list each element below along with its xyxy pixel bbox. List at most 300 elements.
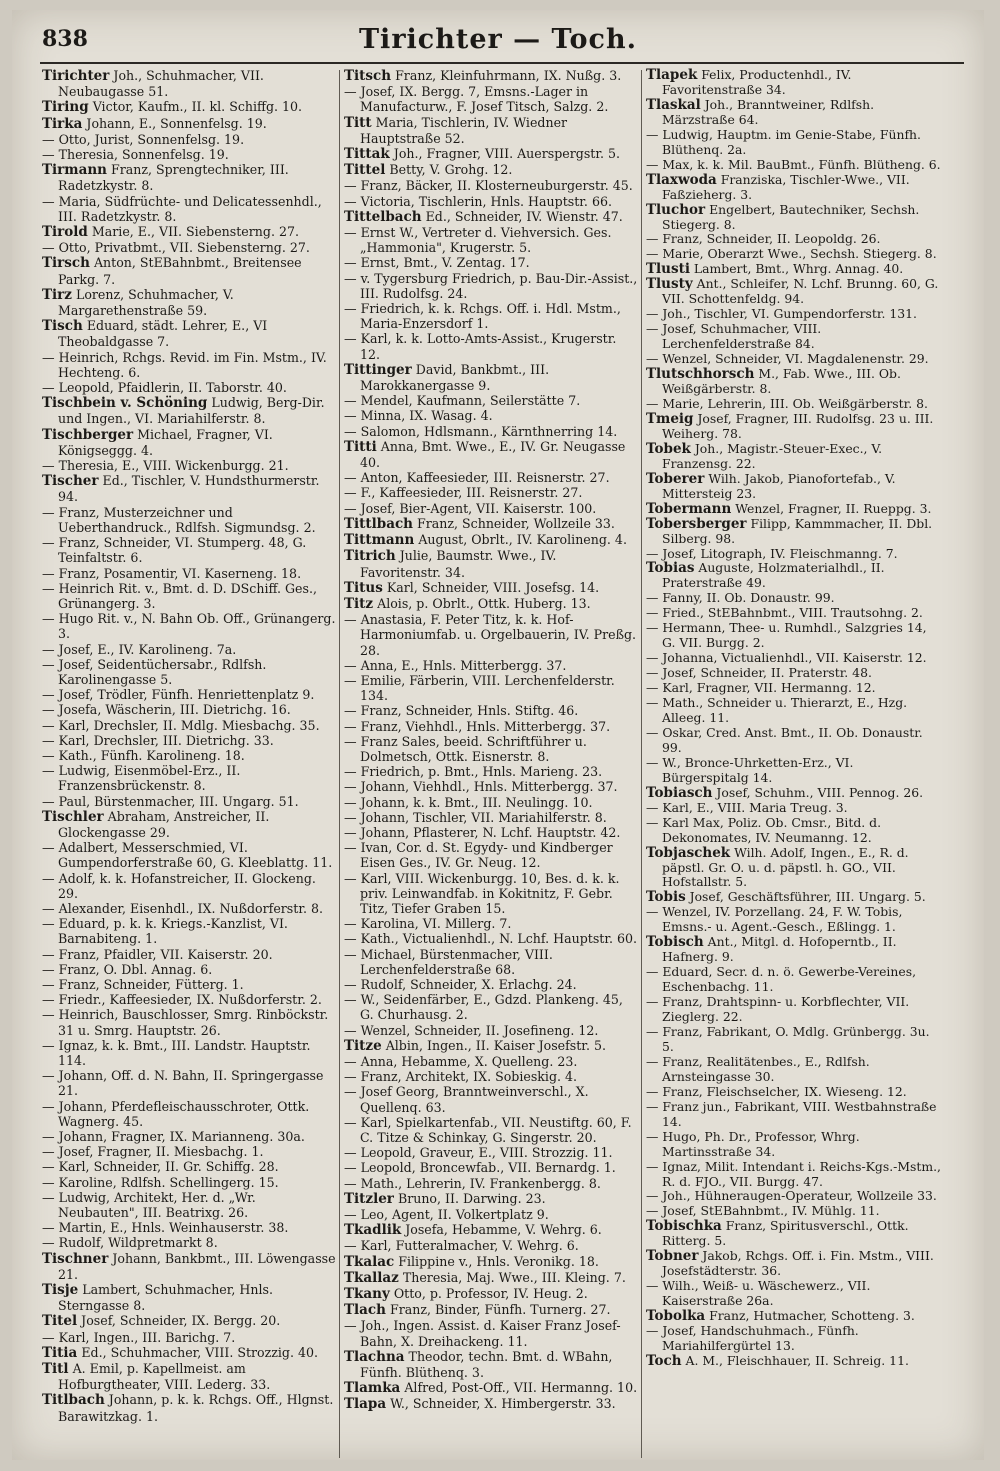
directory-entry <box>344 194 639 209</box>
entry-details: — Anastasia, F. Peter Titz, k. k. Hof-Harmoniumfab. u. Orgelbauerin, IV. Preßg. 28. <box>344 612 637 658</box>
entry-details: Theodor, techn. Bmt. d. WBahn, Fünfh. Blüthenq. 3. <box>360 1348 613 1381</box>
entry-details: Joh., Magistr.-Steuer-Exec., V. Franzensg. 22. <box>662 440 883 471</box>
entry-details: Josef, Schneider, IX. Bergg. 20. <box>81 1313 281 1329</box>
entry-details: — Heinrich Rit. v., Bmt. d. D. DSchiff. Ges., Grünangerg. 3. <box>42 580 317 611</box>
entry-details: — Josef, E., IV. Karolineng. 7a. <box>42 641 237 657</box>
entry-details: — Johann, Viehhdl., Hnls. Mitterbergg. 37. <box>344 779 618 795</box>
directory-entry <box>42 395 337 426</box>
entry-details: — Minna, IX. Wasag. 4. <box>344 408 493 424</box>
directory-entry <box>42 147 337 162</box>
directory-entry <box>42 642 337 657</box>
entry-details: — Josefa, Wäscherin, III. Dietrichg. 16. <box>42 702 291 718</box>
directory-entry <box>42 962 337 977</box>
entry-details: — W., Seidenfärber, E., Gdzd. Plankeng. 45, G. Churhausg. 2. <box>344 992 623 1023</box>
directory-entry <box>344 1396 639 1412</box>
entry-details: Josef, Geschäftsführer, III. Ungarg. 5. <box>689 889 926 905</box>
entry-details: Alois, p. Obrlt., Ottk. Huberg. 13. <box>377 595 591 611</box>
entry-details: — Wenzel, Schneider, II. Josefineng. 12. <box>344 1022 599 1038</box>
directory-entry <box>344 301 639 331</box>
entry-surname: Tittmann <box>344 532 415 549</box>
directory-entry <box>42 255 337 286</box>
directory-entry <box>646 995 941 1025</box>
entry-surname: Tobias <box>646 560 695 577</box>
directory-entry <box>646 1100 941 1130</box>
entry-details: — Eduard, p. k. k. Kriegs.-Kanzlist, VI. Barnabiteng. 1. <box>42 916 288 947</box>
directory-entry <box>646 1189 941 1204</box>
directory-entry <box>344 825 639 840</box>
directory-entry <box>42 116 337 132</box>
directory-entry <box>42 977 337 992</box>
directory-entry <box>646 816 941 846</box>
entry-details: — Josef, Schneider, II. Praterstr. 48. <box>646 665 872 681</box>
directory-entry <box>344 1084 639 1114</box>
entry-details: — Math., Schneider u. Thierarzt, E., Hzg. Alleeg. 11. <box>646 695 908 725</box>
directory-entry <box>344 1254 639 1270</box>
entry-details: — Heinrich, Bauschlosser, Smrg. Rinböckstr. 31 u. Smrg. Hauptstr. 26. <box>42 1007 329 1038</box>
entry-surname: Tlaxwoda <box>646 171 717 188</box>
directory-entry <box>42 1129 337 1144</box>
directory-entry <box>42 1007 337 1037</box>
entry-details: — Franz, Fabrikant, O. Mdlg. Grünbergg. 3u. 5. <box>646 1024 930 1054</box>
entry-details: — Franz, Schneider, II. Leopoldg. 26. <box>646 231 881 247</box>
column-1 <box>42 68 337 1424</box>
entry-surname: Tittel <box>344 162 386 179</box>
directory-entry <box>42 1313 337 1329</box>
directory-entry <box>344 596 639 612</box>
entry-details: — Alexander, Eisenhdl., IX. Nußdorferstr. 8. <box>42 900 323 916</box>
directory-entry <box>646 352 941 367</box>
entry-surname: Tkallaz <box>344 1269 399 1286</box>
entry-details: — Friedrich, k. k. Rchgs. Off. i. Hdl. Mstm., Maria-Enzersdorf 1. <box>344 301 621 332</box>
entry-details: Wilh. Jakob, Pianofortefab., V. Mittersteig 23. <box>662 470 896 501</box>
entry-surname: Tobersberger <box>646 515 747 532</box>
directory-entry <box>42 871 337 901</box>
directory-entry <box>344 673 639 703</box>
column-2 <box>344 68 639 1413</box>
entry-surname: Tiring <box>42 99 89 116</box>
entry-details: — Josef, Fragner, II. Miesbachg. 1. <box>42 1144 264 1160</box>
entry-details: — Heinrich, Rchgs. Revid. im Fin. Mstm., IV. Hechteng. 6. <box>42 349 327 380</box>
entry-details: Ludwig, Berg-Dir. und Ingen., VI. Mariahilferstr. 8. <box>58 395 325 427</box>
entry-surname: Tlapek <box>646 67 698 83</box>
entry-details: Otto, p. Professor, IV. Heug. 2. <box>393 1286 588 1302</box>
entry-details: Maria, Tischlerin, IV. Wiedner Hauptstraße 52. <box>360 114 568 146</box>
entry-surname: Tobek <box>646 440 691 457</box>
entry-details: Albin, Ingen., II. Kaiser Josefstr. 5. <box>385 1037 606 1053</box>
entry-details: A. Emil, p. Kapellmeist. am Hofburgtheater, VIII. Lederg. 33. <box>58 1361 271 1393</box>
directory-entry <box>646 846 941 891</box>
directory-entry <box>42 763 337 793</box>
directory-entry <box>646 726 941 756</box>
entry-details: — Wenzel, IV. Porzellang. 24, F. W. Tobis, Emsns.- u. Agent.-Gesch., Eßlingg. 1. <box>646 904 903 935</box>
directory-entry <box>646 247 941 262</box>
directory-entry <box>344 764 639 779</box>
entry-surname: Tlusty <box>646 276 693 293</box>
entry-details: Johann, Bankbmt., III. Löwengasse 21. <box>58 1250 336 1282</box>
entry-details: — F., Kaffeesieder, III. Reisnerstr. 27. <box>344 485 583 501</box>
directory-entry <box>344 992 639 1022</box>
directory-entry <box>344 1160 639 1175</box>
directory-entry <box>646 307 941 322</box>
directory-entry <box>42 473 337 504</box>
directory-entry <box>344 84 639 114</box>
entry-details: — Hermann, Thee- u. Rumhdl., Salzgries 14, G. VII. Burgg. 2. <box>646 620 927 651</box>
entry-surname: Toch <box>646 1352 682 1369</box>
entry-details: Ant., Mitgl. d. Hofoperntb., II. Hafnerg. 9. <box>662 934 897 965</box>
entry-details: — Paul, Bürstenmacher, III. Ungarg. 51. <box>42 793 299 809</box>
entry-details: — Anna, E., Hnls. Mitterbergg. 37. <box>344 657 567 673</box>
page-number: 838 <box>42 26 88 52</box>
directory-entry <box>42 1099 337 1129</box>
entry-surname: Tobischka <box>646 1218 722 1235</box>
entry-details: — Johann, Tischler, VII. Mariahilferstr. 8. <box>344 809 607 825</box>
directory-entry <box>646 517 941 547</box>
entry-details: — Franz jun., Fabrikant, VIII. Westbahnstraße 14. <box>646 1098 937 1129</box>
directory-entry <box>646 1085 941 1100</box>
directory-entry <box>646 322 941 352</box>
entry-details: — Leopold, Broncewfab., VII. Bernardg. 1. <box>344 1160 616 1176</box>
entry-details: — Johann, Pferdefleischausschroter, Ottk. Wagnerg. 45. <box>42 1098 310 1129</box>
directory-entry <box>646 173 941 203</box>
entry-details: A. M., Fleischhauer, II. Schreig. 11. <box>685 1352 909 1368</box>
directory-entry <box>646 905 941 935</box>
entry-surname: Tlachna <box>344 1348 405 1365</box>
directory-entry <box>344 871 639 917</box>
entry-details: Betty, V. Grohg. 12. <box>389 162 513 178</box>
entry-details: Jakob, Rchgs. Off. i. Fin. Mstm., VIII. Josefstädterstr. 36. <box>662 1248 934 1279</box>
entry-details: — Maria, Südfrüchte- und Delicatessenhdl., III. Radetzkystr. 8. <box>42 193 322 224</box>
directory-entry <box>344 331 639 361</box>
directory-entry <box>42 1144 337 1159</box>
column-3 <box>646 68 941 1369</box>
entry-surname: Tisje <box>42 1282 79 1299</box>
entry-details: — Franz, Posamentir, VI. Kaserneng. 18. <box>42 565 302 581</box>
entry-details: Karl, Schneider, VIII. Josefsg. 14. <box>386 579 600 595</box>
entry-details: Josefa, Hebamme, V. Wehrg. 6. <box>405 1222 602 1238</box>
entry-details: — Theresia, Sonnenfelsg. 19. <box>42 147 229 163</box>
entry-details: — Leopold, Pfaidlerin, II. Taborstr. 40. <box>42 380 287 396</box>
entry-details: Franz, Spiritusverschl., Ottk. Ritterg. 5. <box>662 1218 909 1249</box>
entry-surname: Titus <box>344 579 383 596</box>
entry-details: — Ludwig, Architekt, Her. d. „Wr. Neubauten", III. Beatrixg. 26. <box>42 1189 256 1221</box>
entry-details: Abraham, Anstreicher, II. Glockengasse 29. <box>58 808 270 840</box>
directory-entry <box>344 485 639 500</box>
directory-entry <box>42 132 337 147</box>
entry-details: — v. Tygersburg Friedrich, p. Bau-Dir.-Assist., III. Rudolfsg. 24. <box>344 270 638 301</box>
directory-entry <box>646 756 941 786</box>
directory-entry <box>344 408 639 423</box>
directory-entry <box>646 1309 941 1324</box>
entry-details: Franziska, Tischler-Wwe., VII. Faßzieherg. 3. <box>662 171 910 202</box>
directory-entry <box>344 1054 639 1069</box>
entry-surname: Tischberger <box>42 426 134 443</box>
entry-surname: Tittak <box>344 146 390 163</box>
entry-surname: Tobolka <box>646 1308 706 1325</box>
directory-entry <box>42 68 337 99</box>
directory-entry <box>42 581 337 611</box>
directory-entry <box>42 380 337 395</box>
entry-details: Anton, StEBahnbmt., Breitensee Parkg. 7. <box>58 255 302 287</box>
directory-entry <box>42 794 337 809</box>
entry-details: — Josef, Bier-Agent, VII. Kaiserstr. 100. <box>344 500 597 516</box>
directory-entry <box>344 393 639 408</box>
directory-entry <box>42 566 337 581</box>
entry-surname: Tmeig <box>646 410 694 427</box>
entry-details: — Josef, IX. Bergg. 7, Emsns.-Lager in Manufacturw., F. Josef Titsch, Salzg. 2. <box>344 84 609 115</box>
directory-entry <box>42 687 337 702</box>
entry-surname: Titzler <box>344 1190 394 1207</box>
entry-details: — Johann, Fragner, IX. Marianneng. 30a. <box>42 1129 305 1145</box>
entry-surname: Tobis <box>646 889 686 906</box>
entry-details: August, Obrlt., IV. Karolineng. 4. <box>418 532 627 548</box>
entry-details: Ed., Schneider, IV. Wienstr. 47. <box>425 208 623 224</box>
directory-entry <box>344 146 639 162</box>
entry-details: — Josef, Schuhmacher, VIII. Lerchenfelderstraße 84. <box>646 321 822 352</box>
entry-details: Felix, Productenhdl., IV. Favoritenstraße 34. <box>662 67 852 97</box>
entry-details: — Adalbert, Messerschmied, VI. Gumpendorferstraße 60, G. Kleeblattg. 11. <box>42 840 333 871</box>
directory-entry <box>42 240 337 255</box>
entry-details: — Leopold, Graveur, E., VIII. Strozzig. 11. <box>344 1145 613 1161</box>
entry-details: Bruno, II. Darwing. 23. <box>397 1190 546 1206</box>
entry-details: — Otto, Jurist, Sonnenfelsg. 19. <box>42 131 245 147</box>
entry-details: Marie, E., VII. Siebensterng. 27. <box>91 224 299 240</box>
entry-details: — Eduard, Secr. d. n. ö. Gewerbe-Vereines, Eschenbachg. 11. <box>646 964 917 995</box>
directory-entry <box>42 611 337 641</box>
entry-surname: Tirsch <box>42 255 90 272</box>
entry-surname: Tlach <box>344 1302 386 1319</box>
entry-details: — Math., Lehrerin, IV. Frankenbergg. 8. <box>344 1175 601 1191</box>
directory-entry <box>344 1207 639 1222</box>
entry-details: — Josef, Seidentüchersabr., Rdlfsh. Karolinengasse 5. <box>42 656 267 687</box>
entry-details: — Kath., Victualienhdl., N. Lchf. Hauptstr. 60. <box>344 931 638 947</box>
directory-entry <box>344 225 639 255</box>
directory-entry <box>42 1345 337 1361</box>
entry-details: — Karoline, Rdlfsh. Schellingerg. 15. <box>42 1174 279 1190</box>
directory-entry <box>646 786 941 801</box>
entry-details: — Karl, Drechsler, III. Dietrichg. 33. <box>42 732 274 748</box>
entry-details: — Marie, Lehrerin, III. Ob. Weißgärberstr. 8. <box>646 395 928 411</box>
directory-entry <box>344 1115 639 1145</box>
directory-entry <box>646 1354 941 1369</box>
directory-entry <box>42 1159 337 1174</box>
entry-details: — Hugo Rit. v., N. Bahn Ob. Off., Grünangerg. 3. <box>42 611 336 642</box>
directory-entry <box>344 734 639 764</box>
entry-surname: Toberer <box>646 470 705 487</box>
directory-entry <box>646 472 941 502</box>
entry-details: — Friedrich, p. Bmt., Hnls. Marieng. 23. <box>344 764 603 780</box>
directory-entry <box>42 162 337 193</box>
entry-details: — Wilh., Weiß- u. Wäschewerz., VII. Kaiserstraße 26a. <box>646 1278 871 1309</box>
directory-entry <box>42 1361 337 1392</box>
entry-details: Eduard, städt. Lehrer, E., VI Theobaldgasse 7. <box>58 318 268 350</box>
directory-entry <box>42 748 337 763</box>
column-divider <box>339 70 340 1458</box>
directory-entry <box>344 1222 639 1238</box>
directory-entry <box>646 158 941 173</box>
entry-details: Theresia, Maj. Wwe., III. Kleing. 7. <box>402 1269 626 1285</box>
directory-entry <box>42 1235 337 1250</box>
entry-surname: Tittlbach <box>344 515 413 532</box>
directory-entry <box>344 68 639 84</box>
entry-details: — Franz, Musterzeichner und Ueberthandruck., Rdlfsh. Sigmundsg. 2. <box>42 504 316 535</box>
directory-entry <box>646 547 941 562</box>
directory-entry <box>646 621 941 651</box>
entry-details: Ed., Tischler, V. Hundsthurmerstr. 94. <box>58 473 320 505</box>
directory-page <box>12 10 984 1460</box>
directory-entry <box>646 681 941 696</box>
entry-details: Anna, Bmt. Wwe., E., IV. Gr. Neugasse 40. <box>360 438 626 471</box>
directory-entry <box>344 1302 639 1318</box>
entry-details: Johann, p. k. k. Rchgs. Off., Hlgnst. Barawitzkag. 1. <box>58 1392 334 1424</box>
entry-details: Wilh. Adolf, Ingen., E., R. d. päpstl. Gr. O. u. d. päpstl. h. GO., VII. Hofstallstr. 5. <box>662 844 909 890</box>
directory-entry <box>344 1286 639 1302</box>
entry-details: — Johann, Off. d. N. Bahn, II. Springergasse 21. <box>42 1068 324 1099</box>
directory-entry <box>42 224 337 240</box>
entry-details: — Martin, E., Hnls. Weinhauserstr. 38. <box>42 1220 289 1236</box>
entry-details: — Ignaz, Milit. Intendant i. Reichs-Kgs.-Mstm., R. d. FJO., VII. Burgg. 47. <box>646 1158 941 1189</box>
directory-entry <box>646 696 941 726</box>
entry-details: — W., Bronce-Uhrketten-Erz., VI. Bürgerspitalg 14. <box>646 754 854 785</box>
directory-entry <box>646 203 941 233</box>
directory-entry <box>344 1069 639 1084</box>
entry-details: — Franz Sales, beeid. Schriftführer u. Dolmetsch, Ottk. Eisnerstr. 8. <box>344 733 587 764</box>
directory-entry <box>42 194 337 224</box>
entry-surname: Tluchor <box>646 201 706 218</box>
directory-entry <box>42 1038 337 1068</box>
entry-details: — Ludwig, Eisenmöbel-Erz., II. Franzensbrückenstr. 8. <box>42 763 241 794</box>
entry-details: — Anna, Hebamme, X. Quelleng. 23. <box>344 1054 578 1069</box>
directory-entry <box>646 965 941 995</box>
directory-entry <box>646 502 941 517</box>
column-divider <box>641 70 642 1458</box>
entry-surname: Tkalac <box>344 1253 395 1270</box>
directory-entry <box>646 1055 941 1085</box>
directory-entry <box>646 1324 941 1354</box>
entry-surname: Titsch <box>344 68 392 84</box>
entry-details: — Karl, Schneider, II. Gr. Schiffg. 28. <box>42 1159 279 1175</box>
directory-entry <box>646 1279 941 1309</box>
entry-details: — Karl, Spielkartenfab., VII. Neustiftg. 60, F. C. Titze & Schinkay, G. Singerstr. 20. <box>344 1114 632 1146</box>
entry-details: — Franz, Architekt, IX. Sobieskig. 4. <box>344 1069 578 1085</box>
entry-details: — Ernst W., Vertreter d. Viehversich. Ges. „Hammonia", Krugerstr. 5. <box>344 225 612 256</box>
entry-details: — Karl, Ingen., III. Barichg. 7. <box>42 1329 236 1345</box>
entry-details: — Johann, Pflasterer, N. Lchf. Hauptstr. 42. <box>344 824 621 840</box>
entry-details: Lorenz, Schuhmacher, V. Margarethenstraße 59. <box>58 286 234 319</box>
entry-details: — Ernst, Bmt., V. Zentag. 17. <box>344 255 530 271</box>
directory-entry <box>344 548 639 579</box>
directory-entry <box>344 209 639 225</box>
entry-details: — Otto, Privatbmt., VII. Siebensterng. 27. <box>42 240 310 256</box>
entry-surname: Titz <box>344 595 374 612</box>
entry-details: — Kath., Fünfh. Karolineng. 18. <box>42 747 245 763</box>
entry-surname: Tlaskal <box>646 96 701 113</box>
entry-details: — Franz, Schneider, VI. Stumperg. 48, G. Teinfaltstr. 6. <box>42 535 307 566</box>
directory-entry <box>646 367 941 397</box>
entry-details: — Karolina, VI. Millerg. 7. <box>344 916 512 932</box>
directory-entry <box>646 801 941 816</box>
directory-entry <box>646 277 941 307</box>
entry-surname: Tirka <box>42 115 83 132</box>
header-rule <box>40 62 964 64</box>
entry-details: Victor, Kaufm., II. kl. Schiffg. 10. <box>92 99 303 115</box>
directory-entry <box>42 1220 337 1235</box>
entry-surname: Titt <box>344 114 372 131</box>
directory-entry <box>344 779 639 794</box>
directory-entry <box>344 810 639 825</box>
directory-entry <box>344 719 639 734</box>
directory-entry <box>646 935 941 965</box>
entry-surname: Tischler <box>42 808 104 825</box>
directory-entry <box>646 561 941 591</box>
directory-entry <box>646 262 941 277</box>
entry-details: Joh., Fragner, VIII. Auerspergstr. 5. <box>393 146 620 162</box>
directory-entry <box>344 470 639 485</box>
directory-entry <box>42 809 337 840</box>
directory-entry <box>344 1023 639 1038</box>
entry-surname: Tirz <box>42 286 72 303</box>
entry-surname: Tlutschhorsch <box>646 366 755 383</box>
entry-surname: Titlbach <box>42 1392 105 1409</box>
entry-details: — Max, k. k. Mil. BauBmt., Fünfh. Blütheng. 6. <box>646 156 941 172</box>
directory-entry <box>42 287 337 318</box>
entry-surname: Tirichter <box>42 68 110 84</box>
entry-details: David, Bankbmt., III. Marokkanergasse 9. <box>360 361 550 394</box>
entry-surname: Tirmann <box>42 162 107 179</box>
directory-entry <box>42 318 337 349</box>
entry-details: Julie, Baumstr. Wwe., IV. Favoritenstr. 34. <box>360 548 557 580</box>
entry-details: — Joh., Hühneraugen-Operateur, Wollzeile 33. <box>646 1188 937 1204</box>
directory-entry <box>344 1038 639 1054</box>
entry-details: — Wenzel, Schneider, VI. Magdalenenstr. 29. <box>646 351 929 367</box>
directory-entry <box>42 1175 337 1190</box>
entry-details: Josef, Schuhm., VIII. Pennog. 26. <box>716 784 924 800</box>
entry-details: — Karl Max, Poliz. Ob. Cmsr., Bitd. d. Dekonomates, IV. Neumanng. 12. <box>646 814 882 845</box>
entry-details: — Marie, Oberarzt Wwe., Sechsh. Stiegerg. 8. <box>646 246 937 262</box>
directory-entry <box>646 666 941 681</box>
directory-entry <box>42 458 337 473</box>
entry-surname: Titia <box>42 1344 78 1361</box>
directory-entry <box>344 580 639 596</box>
directory-entry <box>344 532 639 548</box>
entry-details: — Josef, Handschuhmach., Fünfh. Mariahilfergürtel 13. <box>646 1323 859 1354</box>
entry-surname: Tobjaschek <box>646 844 731 861</box>
entry-details: — Franz, Schneider, Fütterg. 1. <box>42 976 244 992</box>
directory-entry <box>344 703 639 718</box>
entry-surname: Tobisch <box>646 934 704 951</box>
directory-entry <box>646 1160 941 1190</box>
entry-details: — Franz, Viehhdl., Hnls. Mitterbergg. 37. <box>344 718 611 734</box>
directory-entry <box>344 931 639 946</box>
directory-entry <box>42 1251 337 1282</box>
directory-entry <box>646 68 941 98</box>
entry-details: Joh., Schuhmacher, VII. Neubaugasse 51. <box>58 68 264 100</box>
directory-entry <box>42 992 337 1007</box>
directory-entry <box>344 178 639 193</box>
directory-entry <box>646 1204 941 1219</box>
entry-surname: Titrich <box>344 548 396 565</box>
entry-details: — Franz, Bäcker, II. Klosterneuburgerstr. 45. <box>344 178 633 194</box>
directory-entry <box>646 890 941 905</box>
directory-entry <box>42 947 337 962</box>
entry-surname: Tittelbach <box>344 208 422 225</box>
entry-surname: Tkadlik <box>344 1222 402 1239</box>
directory-entry <box>646 442 941 472</box>
entry-details: — Friedr., Kaffeesieder, IX. Nußdorferstr. 2. <box>42 992 322 1008</box>
entry-details: — Karl, k. k. Lotto-Amts-Assist., Krugerstr. 12. <box>344 331 617 362</box>
directory-entry <box>344 795 639 810</box>
directory-entry <box>344 271 639 301</box>
entry-details: — Josef, StEBahnbmt., IV. Mühlg. 11. <box>646 1203 880 1219</box>
